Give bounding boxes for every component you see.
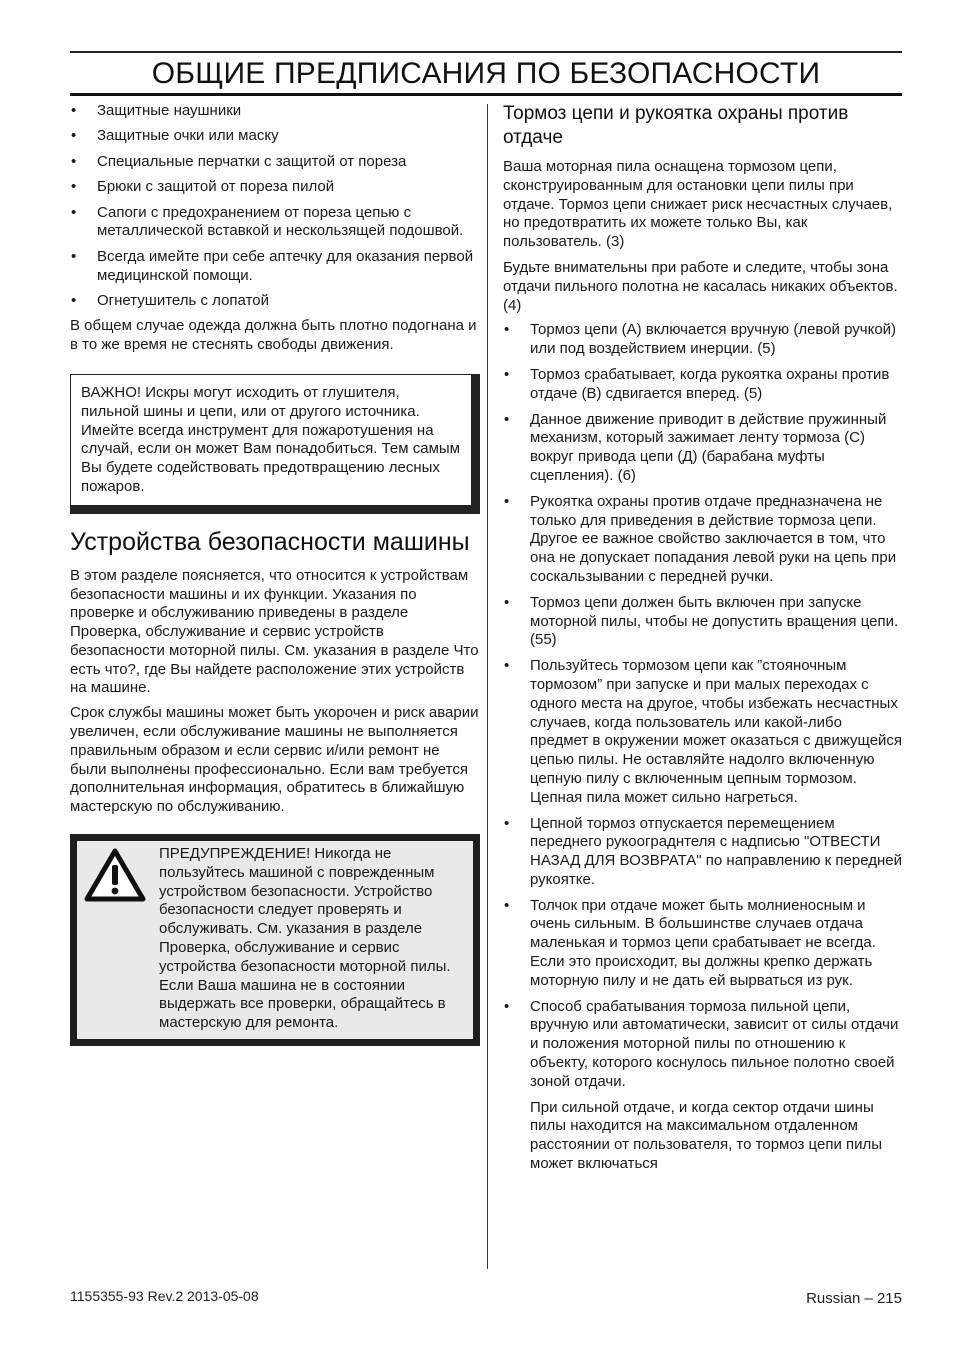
right-column bbox=[503, 102, 903, 1174]
paragraph: Ваша моторная пила оснащена тормозом цепи, сконструированным для остановки цепи пилы при отдаче. Тормоз цепи снижает риск несчастных случаев, но предотвратить их можете только Вы, как пользователь. (3) bbox=[503, 158, 893, 251]
clothing-paragraph: В общем случае одежда должна быть плотно подогнана и в то же время не стеснять свободы движения. bbox=[70, 317, 477, 354]
list-item: • Цепной тормоз отпускается перемещением переднего рукоограднтеля с надписью "ОТВЕСТИ НАЗАД ДЛЯ ВОЗВРАТА" по направлению к передней рукоятке. bbox=[503, 815, 903, 890]
list-item: • Всегда имейте при себе аптечку для оказания первой медицинской помощи. bbox=[70, 248, 480, 286]
list-item: • Защитные наушники bbox=[70, 102, 480, 121]
page-title: ОБЩИЕ ПРЕДПИСАНИЯ ПО БЕЗОПАСНОСТИ bbox=[151, 57, 821, 90]
list-item: • Сапоги с предохранением от пореза цепью с металлической вставкой и нескользящей подошвой. bbox=[70, 204, 480, 242]
list-item: • Способ срабатывания тормоза пильной цепи, вручную или автоматически, зависит от силы отдачи и положения моторной пилы по отношению к объекту, которого коснулось пильное полотно своей зоной отдачи. bbox=[503, 998, 903, 1092]
list-item: • Тормоз цепи (A) включается вручную (левой ручкой) или под воздействием инерции. (5) bbox=[503, 321, 903, 359]
document-id: 1155355-93 Rev.2 2013-05-08 bbox=[70, 1288, 259, 1304]
important-notice-box bbox=[70, 374, 480, 514]
list-item: • Брюки с защитой от пореза пилой bbox=[70, 178, 480, 197]
equipment-list bbox=[70, 102, 480, 311]
list-item: • Тормоз срабатывает, когда рукоятка охраны против отдаче (B) сдвигается вперед. (5) bbox=[503, 366, 903, 404]
section-paragraph: В этом разделе поясняется, что относится к устройствам безопасности машины и их функции. Указания по проверке и обслуживанию приведены в разделе Проверка, обслуживание и сервис устройств безопасности моторной пилы. См. указания в разделе Что есть что?, где Вы найдете расположение этих устройств на машине. bbox=[70, 566, 479, 697]
title-rule bbox=[70, 93, 902, 96]
warning-box bbox=[70, 834, 480, 1046]
section-paragraph: Срок службы машины может быть укорочен и риск аварии увеличен, если обслуживание машины не выполняется правильным образом и если сервис и/или ремонт не были выполнены профессионально. Если вам требуется дополнительная информация, обратитесь в ближайшую мастерскую по обслуживанию. bbox=[70, 704, 479, 816]
section-title: Устройства безопасности машины bbox=[70, 527, 470, 556]
list-item: • Данное движение приводит в действие пружинный механизм, который зажимает ленту тормоза (C) вокруг привода цепи (Д) (барабана муфты сцепления). (6) bbox=[503, 411, 903, 486]
paragraph: Будьте внимательны при работе и следите, чтобы зона отдачи пильного полотна не касалась никаких объектов. (4) bbox=[503, 258, 898, 314]
left-column bbox=[70, 102, 480, 1046]
important-notice-text: ВАЖНО! Искры могут исходить от глушителя, пильной шины и цепи, или от другого источника. Имейте всегда инструмент для пожаротушения на случай, если он может Вам понадобиться. Тем самым Вы будете содействовать предотвращению лесных пожаров. bbox=[81, 383, 460, 495]
list-item: • Огнетушитель с лопатой bbox=[70, 292, 480, 311]
warning-triangle-icon bbox=[83, 847, 147, 903]
list-item: • Специальные перчатки с защитой от пореза bbox=[70, 153, 480, 172]
list-item: • Пользуйтесь тормозом цепи как ”стояночным тормозом” при запуске и при малых переходах с одного места на другое, чтобы избежать несчастных случаев, когда пользователь или какой-либо предмет в окружении может оказаться с движущейся цепью пилы. Не оставляйте надолго включенную цепную пилу с включенным цепным тормозом. Цепная пила может сильно нагреться. bbox=[503, 657, 903, 807]
warning-text: ПРЕДУПРЕЖДЕНИЕ! Никогда не пользуйтесь машиной с поврежденным устройством безопасности. Устройство безопасности следует проверять и обслуживать. См. указания в разделе Проверка, обслуживание и сервис устройства безопасности моторной пилы. Если Ваша машина не в состоянии выдержать все проверки, обращайтесь в мастерскую для ремонта. bbox=[159, 845, 451, 1032]
list-item: • Защитные очки или маску bbox=[70, 127, 480, 146]
chain-brake-list bbox=[503, 321, 903, 1091]
list-item: • Тормоз цепи должен быть включен при запуске моторной пилы, чтобы не допустить вращения цепи. (55) bbox=[503, 594, 903, 650]
list-item: • Рукоятка охраны против отдаче предназначена не только для приведения в действие тормоза цепи. Другое ее важное свойство заключается в том, что она не допускает попадания левой руки на цепь при соскальзывании с передней ручки. bbox=[503, 493, 903, 587]
list-item: • Толчок при отдаче может быть молниеносным и очень сильным. В большинстве случаев отдача маленькая и тормоз цепи срабатывает не всегда. Если это происходит, вы должны крепко держать моторную пилу и не дать ей вырваться из рук. bbox=[503, 897, 903, 991]
top-rule bbox=[70, 51, 902, 53]
continuation-paragraph: При сильной отдаче, и когда сектор отдачи шины пилы находится на максимальном отдаленном расстоянии от пользователя, то тормоз цепи пилы может включаться bbox=[530, 1098, 883, 1173]
column-divider bbox=[487, 104, 488, 1269]
page-number: Russian – 215 bbox=[806, 1290, 902, 1307]
subsection-title: Тормоз цепи и рукоятка охраны против отдаче bbox=[503, 103, 849, 148]
